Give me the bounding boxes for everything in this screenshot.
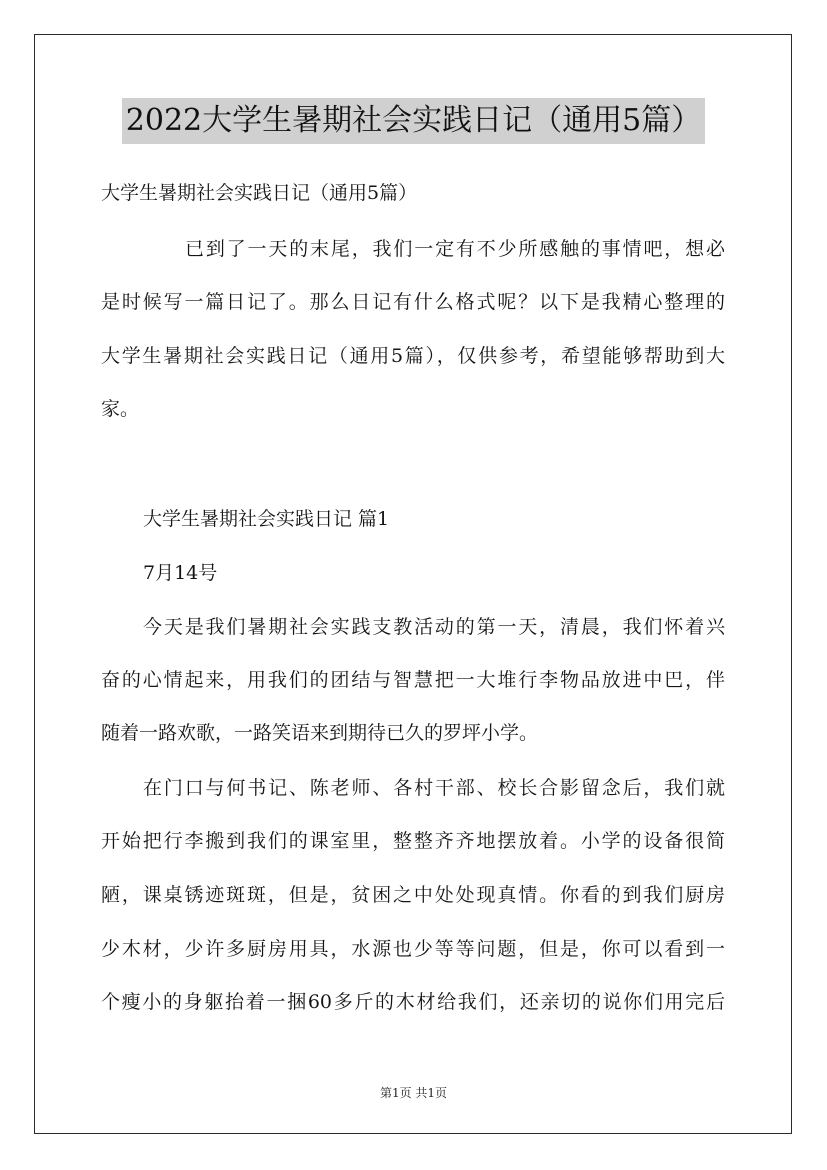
- document-subtitle: 大学生暑期社会实践日记（通用5篇）: [101, 182, 418, 204]
- paragraph1-line-1: 今天是我们暑期社会实践支教活动的第一天，清晨，我们怀着兴: [143, 616, 725, 638]
- page-footer: 第1页 共1页: [379, 1086, 448, 1100]
- section-heading: 大学生暑期社会实践日记 篇1: [143, 508, 390, 530]
- paragraph2-line-4: 少木材，少许多厨房用具，水源也少等等问题，但是，你可以看到一: [101, 938, 725, 960]
- intro-line-4: 家。: [101, 398, 140, 420]
- paragraph1-line-3: 随着一路欢歌，一路笑语来到期待已久的罗坪小学。: [101, 722, 539, 744]
- paragraph2-line-3: 陋，课桌锈迹斑斑，但是，贫困之中处处现真情。你看的到我们厨房: [101, 884, 725, 906]
- intro-line-1: 已到了一天的末尾，我们一定有不少所感触的事情吧，想必: [185, 238, 725, 260]
- paragraph2-line-5: 个瘦小的身躯抬着一捆60多斤的木材给我们，还亲切的说你们用完后: [101, 991, 725, 1013]
- paragraph1-line-2: 奋的心情起来，用我们的团结与智慧把一大堆行李物品放进中巴，伴: [101, 669, 725, 691]
- paragraph2-line-2: 开始把行李搬到我们的课室里，整整齐齐地摆放着。小学的设备很简: [101, 830, 725, 852]
- intro-line-3: 大学生暑期社会实践日记（通用5篇），仅供参考，希望能够帮助到大: [101, 345, 725, 367]
- intro-line-2: 是时候写一篇日记了。那么日记有什么格式呢？以下是我精心整理的: [101, 291, 725, 313]
- title-container: [0, 98, 827, 144]
- entry-date: 7月14号: [143, 562, 218, 584]
- paragraph2-line-1: 在门口与何书记、陈老师、各村干部、校长合影留念后，我们就: [143, 777, 725, 799]
- document-title: 2022大学生暑期社会实践日记（通用5篇）: [122, 98, 705, 144]
